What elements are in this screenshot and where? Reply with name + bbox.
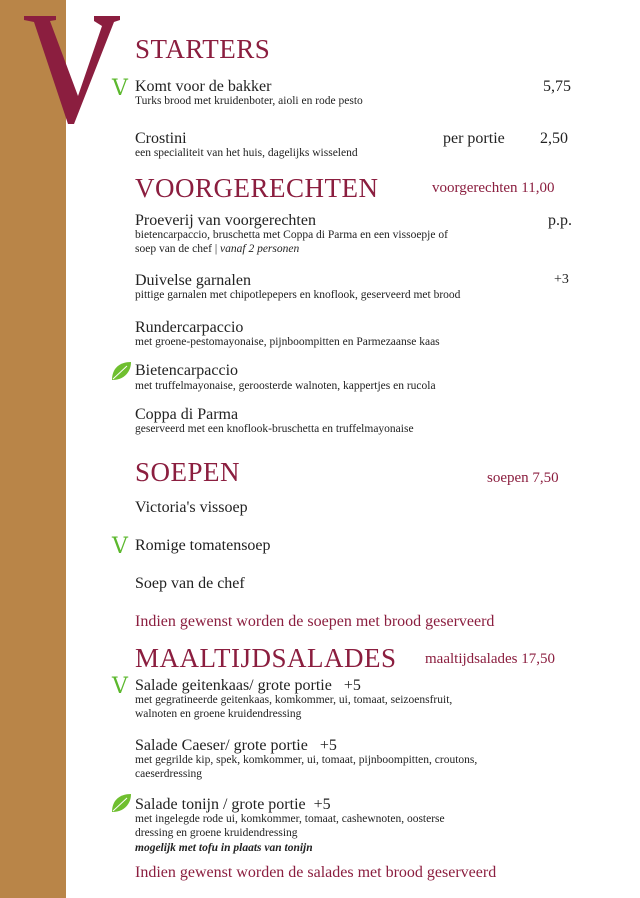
dish-name: Proeverij van voorgerechten xyxy=(135,212,316,229)
dish-supplement: +3 xyxy=(554,272,569,287)
dish-supplement: +5 xyxy=(319,737,337,754)
dish-name: Crostini xyxy=(135,130,187,147)
logo-letter: V xyxy=(22,4,23,5)
dish-supplement: +5 xyxy=(313,796,331,813)
dish-price: p.p. xyxy=(548,212,572,229)
logo-v-icon xyxy=(22,4,122,126)
dish-description: dressing en groene kruidendressing xyxy=(135,827,298,839)
dish-description: Turks brood met kruidenboter, aioli en rode pesto xyxy=(135,95,363,107)
dish-description: met ingelegde rode ui, komkommer, tomaat, cashewnoten, oosterse xyxy=(135,813,445,825)
sidebar-band xyxy=(0,0,66,898)
vegetarian-v-icon: V xyxy=(112,76,128,101)
dish-price: 5,75 xyxy=(543,78,571,95)
dish-name: Salade tonijn / grote portie +5 xyxy=(135,796,331,813)
dish-option-note: mogelijk met tofu in plaats van tonijn xyxy=(135,842,313,854)
dish-name: Komt voor de bakker xyxy=(135,78,272,95)
leaf-icon xyxy=(110,792,132,814)
dish-name: Coppa di Parma xyxy=(135,406,239,423)
vegetarian-v-icon: V xyxy=(112,534,128,559)
soup-bread-note: Indien gewenst worden de soepen met brood geserveerd xyxy=(135,613,495,630)
dish-portion: per portie xyxy=(443,130,505,147)
dish-name: Bietencarpaccio xyxy=(135,362,239,379)
dish-description: een specialiteit van het huis, dagelijks wisselend xyxy=(135,147,358,159)
dish-description: met gegrilde kip, spek, komkommer, ui, tomaat, pijnboompitten, croutons, xyxy=(135,754,478,766)
dish-name: Victoria's vissoep xyxy=(135,499,248,516)
dish-description: walnoten en groene kruidendressing xyxy=(135,708,302,720)
dish-description: met groene-pestomayonaise, pijnboompitten en Parmezaanse kaas xyxy=(135,336,440,348)
dish-description: pittige garnalen met chipotlepepers en knoflook, geserveerd met brood xyxy=(135,289,461,301)
leaf-icon xyxy=(110,360,132,382)
section-title-soepen: SOEPEN xyxy=(135,457,241,487)
dish-supplement: +5 xyxy=(343,677,361,694)
dish-name: Salade Caeser/ grote portie +5 xyxy=(135,737,337,754)
section-price: maaltijdsalades 17,50 xyxy=(425,651,555,667)
section-title-maaltijdsalades: MAALTIJDSALADES xyxy=(135,643,397,673)
dish-name: Rundercarpaccio xyxy=(135,319,244,336)
section-title-voorgerechten: VOORGERECHTEN xyxy=(135,173,379,203)
dish-description: bietencarpaccio, bruschetta met Coppa di Parma en een vissoepje of xyxy=(135,229,448,241)
dish-description: met gegratineerde geitenkaas, komkommer, ui, tomaat, seizoensfruit, xyxy=(135,694,453,706)
section-price: voorgerechten 11,00 xyxy=(432,180,555,196)
dish-price: 2,50 xyxy=(540,130,568,147)
salad-bread-note: Indien gewenst worden de salades met brood geserveerd xyxy=(135,864,497,881)
dish-description: geserveerd met een knoflook-bruschetta en truffelmayonaise xyxy=(135,423,414,435)
dish-name: Soep van de chef xyxy=(135,575,245,592)
dish-name: Salade geitenkaas/ grote portie +5 xyxy=(135,677,361,694)
section-price: soepen 7,50 xyxy=(487,470,559,486)
dish-description: caeserdressing xyxy=(135,768,203,780)
dish-name: Romige tomatensoep xyxy=(135,537,271,554)
dish-description: met truffelmayonaise, geroosterde walnoten, kappertjes en rucola xyxy=(135,380,436,392)
section-title-starters: STARTERS xyxy=(135,34,271,64)
dish-name: Duivelse garnalen xyxy=(135,272,251,289)
vegetarian-v-icon: V xyxy=(112,674,128,699)
dish-description: soep van de chef | vanaf 2 personen xyxy=(135,243,300,255)
